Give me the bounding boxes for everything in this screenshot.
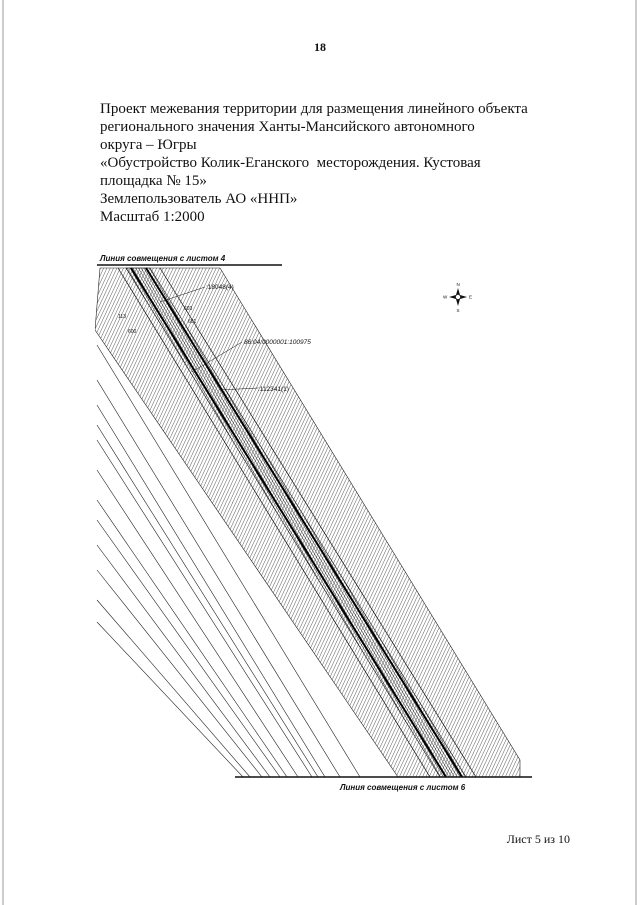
cadastral-label: 86:04:0000001:100975 [244, 339, 311, 346]
header-line: «Обустройство Колик-Еганского месторождения. Кустовая [100, 155, 481, 171]
point-label: 603 [184, 306, 193, 312]
scale-line: Масштаб 1:2000 [100, 209, 205, 225]
compass-icon [443, 282, 472, 313]
top-match-label: Линия совмещения с листом 4 [100, 254, 226, 263]
corridor-line [160, 268, 476, 777]
point-label: 113 [118, 314, 126, 320]
point-label: 601 [188, 319, 197, 325]
compass-s: S [456, 308, 460, 313]
page-number: 18 [314, 40, 326, 54]
header-line: округа – Югры [100, 137, 197, 153]
header-line: Проект межевания территории для размещения линейного объекта [100, 101, 528, 117]
compass-n: N [456, 282, 460, 287]
parcel-label-112341: :112341(1) [258, 386, 289, 393]
header-line: Землепользователь АО «ННП» [100, 191, 298, 207]
sheet-counter: Лист 5 из 10 [506, 832, 570, 846]
compass-e: E [469, 294, 473, 300]
bottom-match-label: Линия совмещения с листом 6 [340, 783, 466, 792]
compass-w: W [443, 294, 448, 300]
header-line: площадка № 15» [100, 173, 207, 189]
point-label: 600 [128, 329, 137, 335]
parcel-label-18048: :18048(4) [206, 284, 234, 291]
header-line: регионального значения Ханты-Мансийского автономного [100, 119, 475, 135]
